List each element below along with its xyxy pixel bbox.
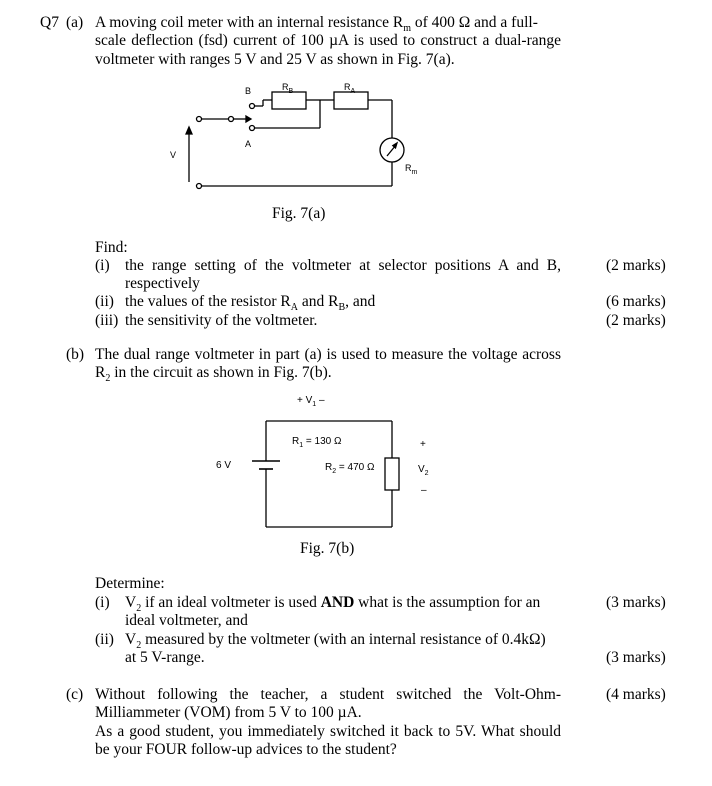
find-iii-marks: (2 marks) xyxy=(606,312,666,329)
fig-7a-caption: Fig. 7(a) xyxy=(272,205,326,222)
label-V2-plus: + xyxy=(420,439,426,450)
find-iii-label: (iii) xyxy=(95,312,119,329)
label-6V: 6 V xyxy=(216,460,232,471)
part-b-line-1: The dual range voltmeter in part (a) is used to measure the voltage across xyxy=(95,346,561,363)
part-c-line-1: Without following the teacher, a student switched the Volt-Ohm- xyxy=(95,686,561,703)
determine-ii-marks: (3 marks) xyxy=(606,649,666,666)
determine-ii-line-1: $V_2$ measured by the voltmeter (with an internal resistance of 0.4kΩ) xyxy=(125,631,546,652)
part-b-line-2: $R_2$ in the circuit as shown in Fig. 7(b). xyxy=(95,364,332,385)
part-a-line-3: voltmeter with ranges 5 V and 25 V as shown in Fig. 7(a). xyxy=(95,51,455,68)
find-i-line-1: the range setting of the voltmeter at selector positions A and B, xyxy=(125,257,561,274)
determine-heading: Determine: xyxy=(95,575,165,592)
determine-i-line-2: ideal voltmeter, and xyxy=(125,612,248,629)
part-b-label: (b) xyxy=(66,346,85,363)
part-a-label: (a) xyxy=(66,14,84,31)
determine-i-label: (i) xyxy=(95,594,110,611)
part-c-line-2: Milliammeter (VOM) from 5 V to 100 µA. xyxy=(95,704,362,721)
find-iii-text: the sensitivity of the voltmeter. xyxy=(125,312,318,329)
label-B: B xyxy=(245,86,252,96)
determine-ii-line-2: at 5 V-range. xyxy=(125,649,205,666)
find-i-line-2: respectively xyxy=(125,275,200,292)
determine-i-marks: (3 marks) xyxy=(606,594,666,611)
fig-7b-caption: Fig. 7(b) xyxy=(300,540,355,557)
label-RA: $R_A$ xyxy=(344,82,356,95)
find-ii-text: the values of the resistor $R_A$ and $R_B$, and xyxy=(125,293,376,314)
part-c-marks: (4 marks) xyxy=(606,686,666,703)
find-ii-label: (ii) xyxy=(95,293,114,310)
label-V2: $V_2$ xyxy=(418,464,429,477)
label-V: V xyxy=(170,150,177,160)
find-ii-marks: (6 marks) xyxy=(606,293,666,310)
part-c-line-3: As a good student, you immediately switched it back to 5V. What should xyxy=(95,723,561,740)
part-c-line-4: be your FOUR follow-up advices to the student? xyxy=(95,741,397,758)
label-RB: $R_B$ xyxy=(282,82,294,95)
label-R1: $R_1 = 130$ Ω xyxy=(292,436,342,449)
part-a-line-1: A moving coil meter with an internal resistance $R_m$ of 400 Ω and a full- xyxy=(95,14,538,35)
find-i-label: (i) xyxy=(95,257,110,274)
resistor-R2 xyxy=(385,458,399,490)
question-number: Q7 xyxy=(40,14,59,31)
label-Rm: $R_m$ xyxy=(405,163,418,176)
part-c-label: (c) xyxy=(66,686,84,703)
find-heading: Find: xyxy=(95,239,128,256)
label-V1: + $V_1$ – xyxy=(297,395,325,408)
part-a-line-2: scale deflection (fsd) current of 100 µA is used to construct a dual-range xyxy=(95,32,561,49)
label-V2-minus: – xyxy=(421,485,427,496)
determine-ii-label: (ii) xyxy=(95,631,114,648)
label-A: A xyxy=(245,139,252,149)
label-R2: $R_2 = 470$ Ω xyxy=(325,462,375,475)
determine-i-line-1: $V_2$ if an ideal voltmeter is used AND what is the assumption for an xyxy=(125,594,541,615)
find-i-marks: (2 marks) xyxy=(606,257,666,274)
